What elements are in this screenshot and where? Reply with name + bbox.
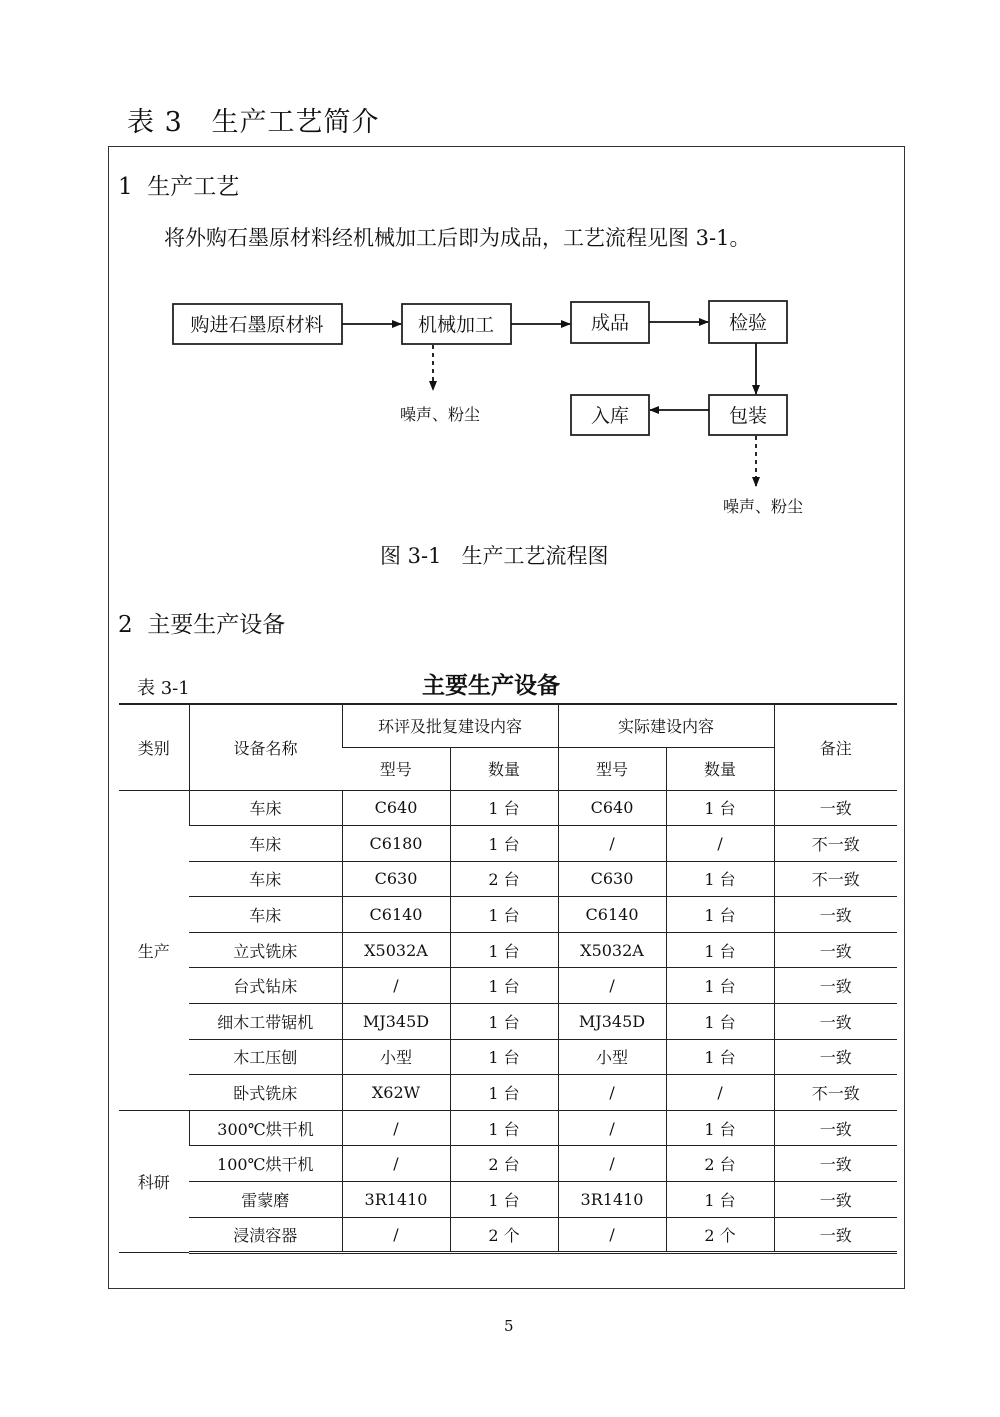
qty-approved-cell: 2 台 bbox=[450, 1146, 558, 1182]
qty-actual-cell: 1 台 bbox=[666, 790, 774, 826]
qty-approved-cell: 1 台 bbox=[450, 897, 558, 933]
qty-actual-cell: 1 台 bbox=[666, 861, 774, 897]
table-row bbox=[119, 1217, 897, 1253]
equipment-name-cell: 雷蒙磨 bbox=[189, 1182, 342, 1218]
equipment-name-cell: 浸渍容器 bbox=[189, 1217, 342, 1253]
equipment-name-cell: 100℃烘干机 bbox=[189, 1146, 342, 1182]
remark-cell: 一致 bbox=[774, 1039, 897, 1075]
qty-approved-cell: 1 台 bbox=[450, 1110, 558, 1146]
equipment-table bbox=[119, 703, 897, 1254]
equipment-name-cell: 立式铣床 bbox=[189, 932, 342, 968]
header-category: 类别 bbox=[119, 704, 189, 790]
remark-cell: 不一致 bbox=[774, 826, 897, 862]
qty-actual-cell: 1 台 bbox=[666, 897, 774, 933]
model-approved-cell: / bbox=[342, 1217, 450, 1253]
page-number: 5 bbox=[504, 1317, 514, 1335]
table-row bbox=[119, 932, 897, 968]
table-row bbox=[119, 790, 897, 826]
qty-approved-cell: 2 个 bbox=[450, 1217, 558, 1253]
qty-approved-cell: 2 台 bbox=[450, 861, 558, 897]
qty-actual-cell: 1 台 bbox=[666, 1182, 774, 1218]
header-qty-approved: 数量 bbox=[450, 747, 558, 790]
section-heading-equipment: 2 主要生产设备 bbox=[118, 612, 286, 638]
qty-approved-cell: 1 台 bbox=[450, 968, 558, 1004]
svg-text:检验: 检验 bbox=[728, 312, 768, 334]
model-actual-cell: / bbox=[558, 1110, 666, 1146]
model-actual-cell: C6140 bbox=[558, 897, 666, 933]
model-actual-cell: C640 bbox=[558, 790, 666, 826]
equipment-name-cell: 细木工带锯机 bbox=[189, 1004, 342, 1040]
model-approved-cell: C630 bbox=[342, 861, 450, 897]
process-flow-diagram bbox=[0, 0, 1000, 540]
qty-actual-cell: 1 台 bbox=[666, 968, 774, 1004]
flow-node-packaging bbox=[709, 395, 787, 435]
qty-actual-cell: 1 台 bbox=[666, 932, 774, 968]
equipment-name-cell: 车床 bbox=[189, 826, 342, 862]
model-approved-cell: 小型 bbox=[342, 1039, 450, 1075]
table-row bbox=[119, 1039, 897, 1075]
remark-cell: 一致 bbox=[774, 1004, 897, 1040]
remark-cell: 一致 bbox=[774, 897, 897, 933]
flow-node-warehouse bbox=[571, 395, 649, 435]
header-actual-content: 实际建设内容 bbox=[558, 704, 774, 747]
section-heading-process: 1 生产工艺 bbox=[118, 174, 240, 200]
model-approved-cell: MJ345D bbox=[342, 1004, 450, 1040]
flow-node-inspection bbox=[709, 301, 787, 343]
equipment-name-cell: 300℃烘干机 bbox=[189, 1110, 342, 1146]
qty-approved-cell: 1 台 bbox=[450, 826, 558, 862]
header-remark: 备注 bbox=[774, 704, 897, 790]
header-model-actual: 型号 bbox=[558, 747, 666, 790]
table-row bbox=[119, 861, 897, 897]
model-actual-cell: / bbox=[558, 1146, 666, 1182]
model-approved-cell: 3R1410 bbox=[342, 1182, 450, 1218]
category-production: 生产 bbox=[119, 790, 189, 1110]
page-title: 表 3 生产工艺简介 bbox=[127, 107, 380, 138]
model-actual-cell: / bbox=[558, 826, 666, 862]
remark-cell: 不一致 bbox=[774, 1075, 897, 1111]
qty-actual-cell: / bbox=[666, 1075, 774, 1111]
qty-approved-cell: 1 台 bbox=[450, 932, 558, 968]
header-approved-content: 环评及批复建设内容 bbox=[342, 704, 558, 747]
qty-approved-cell: 1 台 bbox=[450, 1004, 558, 1040]
model-approved-cell: / bbox=[342, 968, 450, 1004]
figure-caption: 图 3-1 生产工艺流程图 bbox=[380, 544, 609, 568]
remark-cell: 一致 bbox=[774, 1217, 897, 1253]
model-approved-cell: X5032A bbox=[342, 932, 450, 968]
flow-node-raw-material bbox=[173, 304, 342, 344]
model-actual-cell: 3R1410 bbox=[558, 1182, 666, 1218]
table-number: 表 3-1 bbox=[137, 678, 190, 699]
table-row bbox=[119, 826, 897, 862]
svg-text:购进石墨原材料: 购进石墨原材料 bbox=[190, 314, 324, 336]
qty-actual-cell: 2 台 bbox=[666, 1146, 774, 1182]
table-row bbox=[119, 1110, 897, 1146]
model-approved-cell: C640 bbox=[342, 790, 450, 826]
model-actual-cell: MJ345D bbox=[558, 1004, 666, 1040]
qty-approved-cell: 1 台 bbox=[450, 1182, 558, 1218]
equipment-name-cell: 车床 bbox=[189, 897, 342, 933]
qty-approved-cell: 1 台 bbox=[450, 790, 558, 826]
flow-note-noise-dust-2: 噪声、粉尘 bbox=[722, 497, 804, 516]
svg-text:机械加工: 机械加工 bbox=[417, 314, 495, 336]
table-title: 主要生产设备 bbox=[422, 673, 560, 699]
model-actual-cell: / bbox=[558, 1075, 666, 1111]
table-row bbox=[119, 1075, 897, 1111]
table-body bbox=[119, 790, 897, 1253]
remark-cell: 不一致 bbox=[774, 861, 897, 897]
model-approved-cell: C6140 bbox=[342, 897, 450, 933]
equipment-name-cell: 卧式铣床 bbox=[189, 1075, 342, 1111]
remark-cell: 一致 bbox=[774, 1182, 897, 1218]
qty-approved-cell: 1 台 bbox=[450, 1039, 558, 1075]
header-equipment-name: 设备名称 bbox=[189, 704, 342, 790]
flow-node-product bbox=[571, 302, 649, 343]
model-approved-cell: / bbox=[342, 1146, 450, 1182]
model-actual-cell: 小型 bbox=[558, 1039, 666, 1075]
remark-cell: 一致 bbox=[774, 1110, 897, 1146]
table-row bbox=[119, 1146, 897, 1182]
table-row bbox=[119, 897, 897, 933]
equipment-name-cell: 车床 bbox=[189, 790, 342, 826]
process-intro-text: 将外购石墨原材料经机械加工后即为成品，工艺流程见图 3-1。 bbox=[164, 226, 751, 250]
table-row bbox=[119, 968, 897, 1004]
qty-actual-cell: 1 台 bbox=[666, 1110, 774, 1146]
flow-node-machining bbox=[402, 304, 511, 344]
equipment-name-cell: 木工压刨 bbox=[189, 1039, 342, 1075]
model-approved-cell: X62W bbox=[342, 1075, 450, 1111]
svg-text:入库: 入库 bbox=[590, 405, 630, 427]
table-row bbox=[119, 1182, 897, 1218]
category-research: 科研 bbox=[119, 1110, 189, 1252]
model-actual-cell: / bbox=[558, 1217, 666, 1253]
qty-actual-cell: 2 个 bbox=[666, 1217, 774, 1253]
qty-actual-cell: 1 台 bbox=[666, 1004, 774, 1040]
svg-text:成品: 成品 bbox=[590, 312, 630, 334]
header-qty-actual: 数量 bbox=[666, 747, 774, 790]
model-actual-cell: C630 bbox=[558, 861, 666, 897]
header-model-approved: 型号 bbox=[342, 747, 450, 790]
flow-note-noise-dust-1: 噪声、粉尘 bbox=[399, 405, 481, 424]
model-actual-cell: / bbox=[558, 968, 666, 1004]
remark-cell: 一致 bbox=[774, 790, 897, 826]
remark-cell: 一致 bbox=[774, 1146, 897, 1182]
qty-actual-cell: 1 台 bbox=[666, 1039, 774, 1075]
qty-approved-cell: 1 台 bbox=[450, 1075, 558, 1111]
model-approved-cell: / bbox=[342, 1110, 450, 1146]
svg-text:包装: 包装 bbox=[728, 405, 768, 427]
qty-actual-cell: / bbox=[666, 826, 774, 862]
equipment-name-cell: 台式钻床 bbox=[189, 968, 342, 1004]
table-row bbox=[119, 1004, 897, 1040]
equipment-name-cell: 车床 bbox=[189, 861, 342, 897]
model-actual-cell: X5032A bbox=[558, 932, 666, 968]
remark-cell: 一致 bbox=[774, 932, 897, 968]
remark-cell: 一致 bbox=[774, 968, 897, 1004]
model-approved-cell: C6180 bbox=[342, 826, 450, 862]
